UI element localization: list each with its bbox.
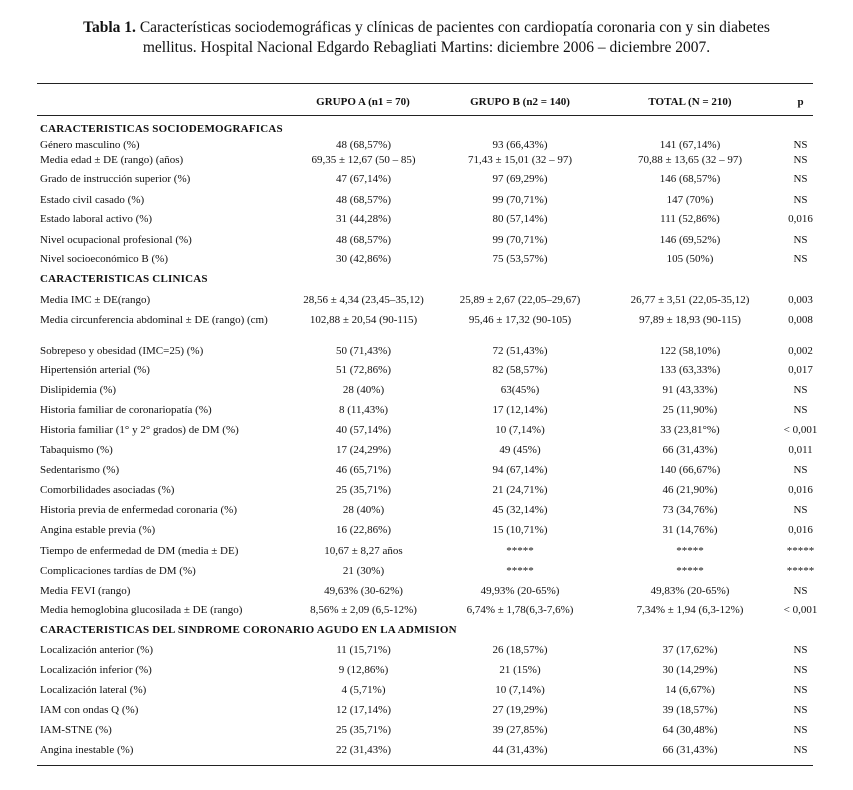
cell-group-a: 25 (35,71%)	[336, 724, 391, 736]
row-label: Complicaciones tardías de DM (%)	[40, 565, 196, 577]
cell-total: 7,34% ± 1,94 (6,3-12%)	[636, 604, 744, 616]
cell-total: 14 (6,67%)	[665, 684, 715, 696]
cell-p: < 0,001	[783, 424, 818, 436]
cell-total: 97,89 ± 18,93 (90-115)	[639, 314, 741, 326]
cell-group-b: 93 (66,43%)	[492, 139, 548, 151]
cell-p: NS	[793, 585, 808, 597]
cell-group-a: 30 (42,86%)	[336, 253, 391, 265]
cell-p: 0,002	[788, 345, 813, 357]
cell-total: 141 (67,14%)	[659, 139, 721, 151]
cell-group-a: 28 (40%)	[342, 384, 385, 396]
cell-total: 31 (14,76%)	[662, 524, 718, 536]
cell-p: 0,016	[788, 213, 813, 225]
cell-group-a: 12 (17,14%)	[336, 704, 391, 716]
cell-p: 0,017	[788, 364, 813, 376]
cell-group-a: 48 (68,57%)	[336, 234, 391, 246]
cell-group-a: 102,88 ± 20,54 (90-115)	[309, 314, 418, 326]
cell-group-b: 82 (58,57%)	[492, 364, 548, 376]
cell-total: 146 (69,52%)	[659, 234, 721, 246]
cell-p: NS	[793, 644, 808, 656]
cell-total: 146 (68,57%)	[659, 173, 721, 185]
cell-group-a: 46 (65,71%)	[336, 464, 391, 476]
cell-total: 66 (31,43%)	[662, 444, 718, 456]
row-label: Angina inestable (%)	[40, 744, 134, 756]
header-group-b: GRUPO B (n2 = 140)	[470, 96, 570, 108]
cell-p: NS	[793, 684, 808, 696]
row-label: Media FEVI (rango)	[40, 585, 131, 597]
cell-group-a: 48 (68,57%)	[336, 139, 391, 151]
cell-p: NS	[793, 384, 808, 396]
cell-p: 0,011	[788, 444, 813, 456]
cell-total: 122 (58,10%)	[659, 345, 721, 357]
cell-group-a: 48 (68,57%)	[336, 194, 391, 206]
row-label: Nivel ocupacional profesional (%)	[40, 234, 192, 246]
row-label: Tiempo de enfermedad de DM (media ± DE)	[40, 545, 239, 557]
row-label: Historia familiar (1° y 2° grados) de DM (%)	[40, 424, 239, 436]
cell-p: NS	[793, 234, 808, 246]
row-label: Comorbilidades asociadas (%)	[40, 484, 175, 496]
cell-group-a: 28,56 ± 4,34 (23,45–35,12)	[303, 294, 424, 306]
cell-group-b: 80 (57,14%)	[492, 213, 548, 225]
top-rule	[37, 83, 813, 84]
cell-total: 26,77 ± 3,51 (22,05-35,12)	[630, 294, 750, 306]
cell-group-a: 22 (31,43%)	[336, 744, 391, 756]
cell-group-b: 49,93% (20-65%)	[480, 585, 560, 597]
section-title: CARACTERISTICAS CLINICAS	[40, 273, 208, 285]
cell-p: 0,003	[788, 294, 813, 306]
header-p: p	[797, 96, 804, 108]
row-label: Nivel socioeconómico B (%)	[40, 253, 168, 265]
cell-group-a: 16 (22,86%)	[336, 524, 391, 536]
cell-p: NS	[793, 173, 808, 185]
row-label: IAM-STNE (%)	[40, 724, 112, 736]
row-label: Hipertensión arterial (%)	[40, 364, 150, 376]
cell-group-a: 49,63% (30-62%)	[324, 585, 403, 597]
cell-p: NS	[793, 724, 808, 736]
cell-p: 0,008	[788, 314, 813, 326]
cell-total: 73 (34,76%)	[662, 504, 718, 516]
cell-p: NS	[793, 253, 808, 265]
cell-total: 39 (18,57%)	[662, 704, 718, 716]
caption-label: Tabla 1.	[83, 19, 136, 36]
cell-total: 64 (30,48%)	[662, 724, 718, 736]
cell-group-b: 27 (19,29%)	[492, 704, 548, 716]
cell-group-b: *****	[506, 545, 534, 557]
section-title: CARACTERISTICAS SOCIODEMOGRAFICAS	[40, 123, 283, 135]
header-total: TOTAL (N = 210)	[648, 96, 732, 108]
cell-group-b: 49 (45%)	[499, 444, 541, 456]
cell-p: *****	[786, 545, 815, 557]
row-label: Género masculino (%)	[40, 139, 140, 151]
cell-group-a: 9 (12,86%)	[338, 664, 389, 676]
cell-total: 37 (17,62%)	[662, 644, 718, 656]
cell-p: < 0,001	[783, 604, 818, 616]
cell-total: *****	[676, 565, 704, 577]
cell-group-b: 39 (27,85%)	[492, 724, 548, 736]
cell-p: NS	[793, 154, 808, 166]
cell-group-b: 21 (15%)	[499, 664, 541, 676]
cell-group-b: 25,89 ± 2,67 (22,05–29,67)	[459, 294, 581, 306]
cell-p: 0,016	[788, 484, 813, 496]
cell-group-b: 97 (69,29%)	[492, 173, 548, 185]
caption-text: Características sociodemográficas y clínicas de pacientes con cardiopatía coronaria con y sin diabetes mellitus. Hospital Nacional Edgardo Rebagliati Martins: diciembre 2006 – diciembre 2007.	[139, 19, 770, 56]
row-label: Localización anterior (%)	[40, 644, 153, 656]
row-label: IAM con ondas Q (%)	[40, 704, 139, 716]
cell-p: NS	[793, 664, 808, 676]
cell-group-b: 26 (18,57%)	[492, 644, 548, 656]
header-rule	[37, 115, 813, 116]
cell-group-a: 51 (72,86%)	[336, 364, 391, 376]
row-label: Media edad ± DE (rango) (años)	[40, 154, 184, 166]
cell-group-a: 47 (67,14%)	[336, 173, 391, 185]
cell-total: 133 (63,33%)	[659, 364, 721, 376]
cell-total: 70,88 ± 13,65 (32 – 97)	[637, 154, 743, 166]
cell-total: 140 (66,67%)	[659, 464, 721, 476]
cell-group-b: 71,43 ± 15,01 (32 – 97)	[467, 154, 573, 166]
cell-total: 91 (43,33%)	[662, 384, 718, 396]
cell-total: 33 (23,81°%)	[660, 424, 720, 436]
row-label: Historia familiar de coronariopatía (%)	[40, 404, 212, 416]
row-label: Localización inferior (%)	[40, 664, 152, 676]
cell-group-b: 99 (70,71%)	[492, 234, 548, 246]
cell-group-a: 4 (5,71%)	[341, 684, 386, 696]
bottom-rule	[37, 765, 813, 766]
section-title: CARACTERISTICAS DEL SINDROME CORONARIO AGUDO EN LA ADMISION	[40, 624, 457, 636]
cell-group-a: 17 (24,29%)	[336, 444, 391, 456]
row-label: Sobrepeso y obesidad (IMC=25) (%)	[40, 345, 204, 357]
cell-group-a: 25 (35,71%)	[336, 484, 391, 496]
cell-group-b: 45 (32,14%)	[492, 504, 548, 516]
cell-total: 105 (50%)	[666, 253, 714, 265]
row-label: Sedentarismo (%)	[40, 464, 120, 476]
cell-group-b: 10 (7,14%)	[495, 424, 545, 436]
cell-total: 147 (70%)	[666, 194, 714, 206]
cell-group-a: 8,56% ± 2,09 (6,5-12%)	[310, 604, 417, 616]
cell-group-a: 11 (15,71%)	[336, 644, 391, 656]
cell-group-a: 69,35 ± 12,67 (50 – 85)	[311, 154, 416, 166]
cell-p: 0,016	[788, 524, 813, 536]
cell-p: NS	[793, 464, 808, 476]
cell-group-b: 44 (31,43%)	[492, 744, 548, 756]
cell-group-b: 72 (51,43%)	[492, 345, 548, 357]
cell-total: *****	[676, 545, 704, 557]
row-label: Angina estable previa (%)	[40, 524, 156, 536]
cell-group-a: 10,67 ± 8,27 años	[324, 545, 403, 557]
cell-total: 30 (14,29%)	[662, 664, 718, 676]
row-label: Historia previa de enfermedad coronaria (%)	[40, 504, 237, 516]
cell-p: NS	[793, 744, 808, 756]
cell-group-b: 95,46 ± 17,32 (90-105)	[468, 314, 572, 326]
cell-group-a: 8 (11,43%)	[338, 404, 389, 416]
cell-total: 49,83% (20-65%)	[650, 585, 730, 597]
cell-group-b: 21 (24,71%)	[492, 484, 548, 496]
cell-p: NS	[793, 504, 808, 516]
cell-p: NS	[793, 704, 808, 716]
cell-group-b: 99 (70,71%)	[492, 194, 548, 206]
cell-group-b: 15 (10,71%)	[492, 524, 548, 536]
row-label: Grado de instrucción superior (%)	[40, 173, 191, 185]
cell-group-b: *****	[506, 565, 534, 577]
cell-group-a: 28 (40%)	[342, 504, 385, 516]
cell-total: 66 (31,43%)	[662, 744, 718, 756]
cell-group-a: 21 (30%)	[342, 565, 385, 577]
row-label: Media IMC ± DE(rango)	[40, 294, 151, 306]
row-label: Tabaquismo (%)	[40, 444, 113, 456]
cell-group-b: 10 (7,14%)	[495, 684, 545, 696]
cell-p: *****	[786, 565, 815, 577]
cell-p: NS	[793, 139, 808, 151]
cell-group-a: 50 (71,43%)	[336, 345, 391, 357]
row-label: Dislipidemia (%)	[40, 384, 117, 396]
cell-group-a: 40 (57,14%)	[336, 424, 391, 436]
header-group-a: GRUPO A (n1 = 70)	[316, 96, 410, 108]
cell-group-b: 6,74% ± 1,78(6,3-7,6%)	[466, 604, 574, 616]
row-label: Estado civil casado (%)	[40, 194, 145, 206]
cell-total: 111 (52,86%)	[660, 213, 720, 225]
cell-group-b: 94 (67,14%)	[492, 464, 548, 476]
row-label: Estado laboral activo (%)	[40, 213, 153, 225]
cell-group-a: 31 (44,28%)	[336, 213, 391, 225]
table-caption	[60, 18, 793, 58]
row-label: Media circunferencia abdominal ± DE (rango) (cm)	[40, 314, 268, 326]
cell-total: 25 (11,90%)	[662, 404, 718, 416]
row-label: Localización lateral (%)	[40, 684, 147, 696]
cell-total: 46 (21,90%)	[662, 484, 718, 496]
cell-group-b: 75 (53,57%)	[492, 253, 548, 265]
cell-p: NS	[793, 194, 808, 206]
cell-group-b: 63(45%)	[500, 384, 540, 396]
cell-group-b: 17 (12,14%)	[492, 404, 548, 416]
row-label: Media hemoglobina glucosilada ± DE (rango)	[40, 604, 243, 616]
cell-p: NS	[793, 404, 808, 416]
